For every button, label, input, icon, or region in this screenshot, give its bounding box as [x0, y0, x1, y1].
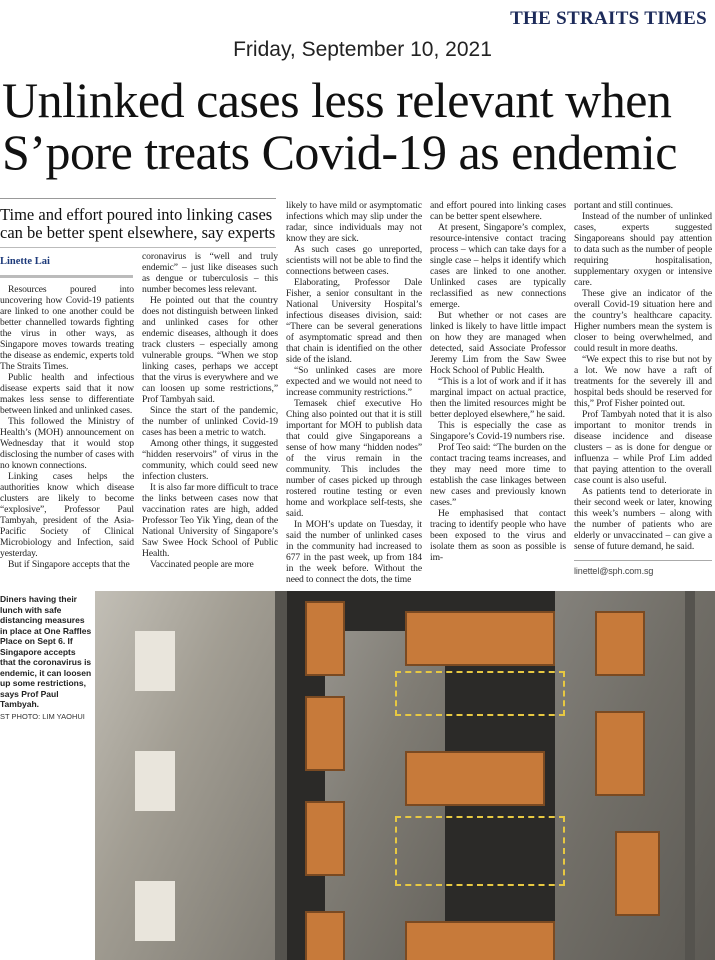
- headline-line-1: Unlinked cases less relevant when: [2, 72, 672, 128]
- article-paragraph: This followed the Ministry of Health’s (MOH) announcement on Wednesday that it would stop disclosing the number of cases with no known connections.: [0, 416, 134, 471]
- article-paragraph: As such cases go unreported, scientists will not be able to find the connections between cases.: [286, 244, 422, 277]
- article-paragraph: “This is a lot of work and if it has marginal impact on actual practice, then the limited resources might be better deployed elsewhere,” he said.: [430, 376, 566, 420]
- article-paragraph: He pointed out that the country does not distinguish between linked and unlinked cases for other endemic diseases, although it does track clusters – especially among vulnerable groups. “When we stop linking cases, perhaps we accept that the virus is everywhere and we can loosen up some restrictions,” Prof Tambyah said.: [142, 295, 278, 405]
- article-paragraph: Vaccinated people are more: [150, 559, 254, 570]
- article-column-1: [0, 284, 134, 570]
- photo-caption: Diners having their lunch with safe distancing measures in place at One Raffles Place on Sept 6. If Singapore accepts that the coronavirus is endemic, it can loosen up some restrictions, says Prof Paul Tambyah.: [0, 594, 92, 709]
- article-paragraph: likely to have mild or asymptomatic infections which may slip under the radar, since individuals may not know they are sick.: [286, 200, 422, 244]
- headline-line-2: S’pore treats Covid-19 as endemic: [2, 124, 677, 180]
- photo-credit: ST PHOTO: LIM YAOHUI: [0, 711, 85, 721]
- subheadline: Time and effort poured into linking cases can be better spent elsewhere, say experts: [0, 205, 276, 242]
- article-paragraph: Linking cases helps the authorities know which disease clusters are likely to become “explosive”, Professor Paul Tambyah, president of the Asia-Pacific Society of Clinical Microbiology and Infection, said yesterday.: [0, 471, 134, 559]
- article-paragraph: Resources poured into uncovering how Covid-19 patients are linked to one another could be better channelled towards fighting the virus in other ways, as Singapore moves towards treating the disease as endemic, experts told The Straits Times.: [0, 284, 134, 372]
- masthead-logo: THE STRAITS TIMES: [510, 8, 707, 29]
- column-paragraphs: [286, 200, 422, 585]
- divider: [574, 560, 712, 561]
- article-paragraph: Among other things, it suggested “hidden reservoirs” of virus in the community, which could seed new infection clusters.: [142, 438, 278, 482]
- article-paragraph: portant and still continues.: [574, 200, 673, 211]
- article-paragraph: coronavirus is “well and truly endemic” – just like diseases such as dengue or tuberculosis – this number becomes less relevant.: [142, 251, 278, 295]
- column-paragraphs: [0, 284, 134, 570]
- article-paragraph: But if Singapore accepts that the: [8, 559, 130, 570]
- article-paragraph: Temasek chief executive Ho Ching also pointed out that it is still important for MOH to publish data that could give Singaporeans a sense of how many “hidden nodes” of the virus remain in the community. This includes the number of cases picked up through rostered routine testing or even home and workplace self-tests, she said.: [286, 398, 422, 519]
- article-column-5: [574, 200, 712, 577]
- photo-caption-block: [0, 594, 92, 721]
- article-paragraph: In MOH’s update on Tuesday, it said the number of unlinked cases in the community had increased to 677 in the past week, up from 184 in the week before. Without the need to connect the dots, the time: [286, 519, 422, 585]
- article-paragraph: As patients tend to deteriorate in their second week or later, knowing this week’s numbers – along with the number of patients who are elderly or unvaccinated – can give a sense of future demand, he said.: [574, 486, 712, 552]
- article-column-4: [430, 200, 566, 563]
- byline: Linette Lai: [0, 256, 50, 267]
- article-paragraph: Public health and infectious disease experts said that it now makes less sense to differentiate between linked and unlinked cases.: [0, 372, 134, 416]
- headline: [2, 74, 715, 178]
- article-paragraph: These give an indicator of the overall Covid-19 situation here and the country’s healthcare capacity. Higher numbers mean the system is closer to being overwhelmed, and could result in more deaths.: [574, 288, 712, 354]
- column-paragraphs: [430, 200, 566, 563]
- column-paragraphs: [574, 200, 712, 552]
- issue-date: Friday, September 10, 2021: [233, 38, 492, 61]
- article-column-2: [142, 251, 278, 570]
- article-paragraph: Prof Teo said: “The burden on the contact tracing teams increases, and they may need more time to establish the case linkages between new cases and previously known cases.”: [430, 442, 566, 508]
- divider: [0, 247, 276, 248]
- article-paragraph: But whether or not cases are linked is likely to have little impact on how they are managed when detected, said Associate Professor Jeremy Lim from the Saw Swee Hock School of Public Health.: [430, 310, 566, 376]
- article-paragraph: and effort poured into linking cases can be better spent elsewhere.: [430, 200, 566, 222]
- article-column-3: [286, 200, 422, 585]
- article-paragraph: “So unlinked cases are more expected and we would not need to increase community restrictions.”: [286, 365, 422, 398]
- article-paragraph: He emphasised that contact tracing to identify people who have been exposed to the virus and isolate them as soon as possible is im-: [430, 508, 566, 563]
- article-paragraph: At present, Singapore’s complex, resource-intensive contact tracing process – which can take days for a single case – helps it identify which cases are linked to one another. Unlinked cases are typically reclassified as new connections emerge.: [430, 222, 566, 310]
- article-paragraph: Since the start of the pandemic, the number of unlinked Covid-19 cases has been a metric to watch.: [142, 405, 278, 438]
- article-paragraph: This is especially the case as Singapore’s Covid-19 numbers rise.: [430, 420, 566, 442]
- dining-area-photo: [95, 591, 715, 960]
- article-paragraph: Elaborating, Professor Dale Fisher, a senior consultant in the National University Hospital’s infectious diseases division, said: “There can be several generations of asymptomatic spread and then that chain is identified on the other side of the island.: [286, 277, 422, 365]
- column-paragraphs: [142, 251, 278, 570]
- author-email[interactable]: linettel@sph.com.sg: [574, 566, 654, 576]
- divider: [0, 198, 276, 199]
- divider: [0, 275, 133, 278]
- article-paragraph: Prof Tambyah noted that it is also important to monitor trends in disease incidence and disease clusters – as is done for dengue or influenza – while Prof Lim added that paying attention to the overall case count is also useful.: [574, 409, 712, 486]
- article-paragraph: “We expect this to rise but not by a lot. We now have a raft of treatments for the severely ill and hospital beds should be reserved for this,” Prof Fisher pointed out.: [574, 354, 712, 409]
- article-paragraph: It is also far more difficult to trace the links between cases now that vaccination rates are high, added Professor Teo Yik Ying, dean of the National University of Singapore’s Saw Swee Hock School of Public Health.: [142, 482, 278, 559]
- article-paragraph: Instead of the number of unlinked cases, experts suggested Singaporeans should pay attention to data such as the number of people requiring hospitalisation, supplementary oxygen or intensive care.: [574, 211, 712, 288]
